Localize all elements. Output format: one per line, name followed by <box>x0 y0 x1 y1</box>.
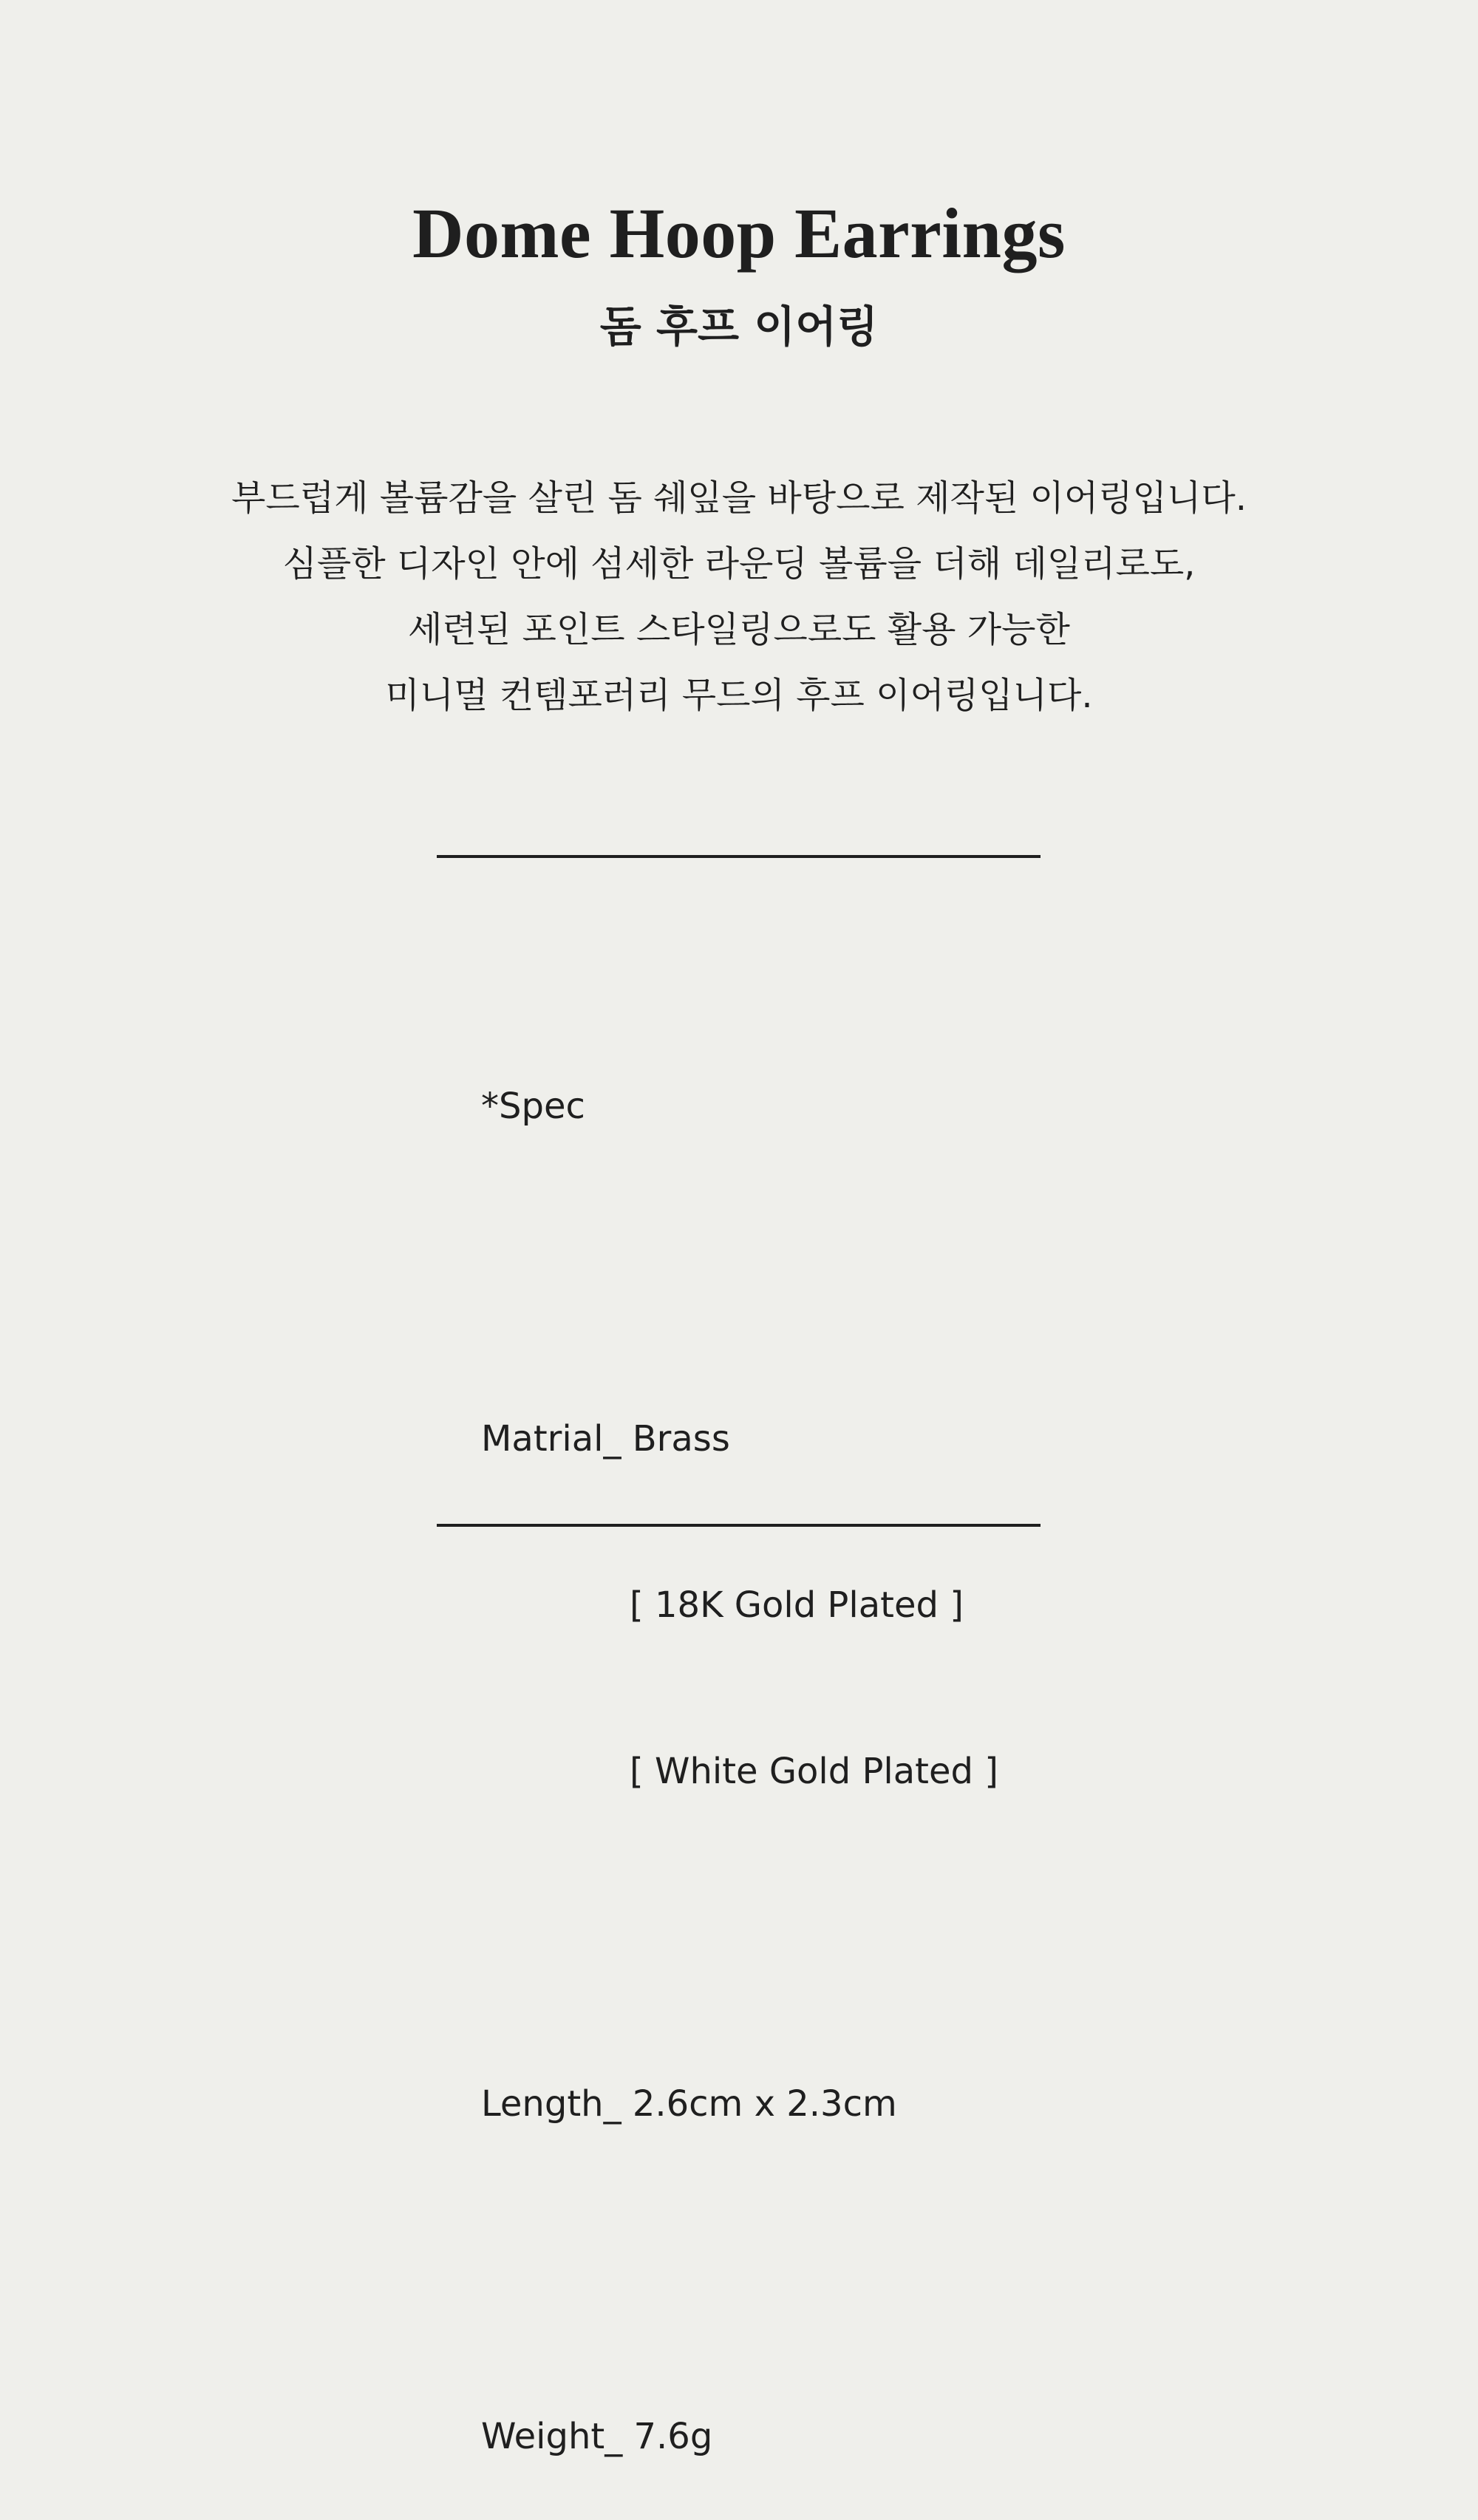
bottom-divider <box>437 1524 1041 1527</box>
spec-weight: Weight_ 7.6g <box>481 2416 713 2457</box>
product-title: Dome Hoop Earrings <box>412 194 1066 273</box>
spec-spacer <box>481 2243 998 2298</box>
spec-material-option: [ 18K Gold Plated ] <box>630 1584 964 1626</box>
spec-heading: *Spec <box>481 1086 585 1127</box>
spec-length: Length_ 2.6cm x 2.3cm <box>481 2083 897 2125</box>
spec-section <box>481 968 998 2520</box>
product-subtitle: 돔 후프 이어링 <box>599 302 879 352</box>
product-description <box>0 466 1478 729</box>
spec-spacer <box>481 1910 998 1966</box>
spec-material-option: [ White Gold Plated ] <box>630 1751 998 1792</box>
top-divider <box>437 855 1041 858</box>
description-line: 부드럽게 볼륨감을 살린 돔 쉐잎을 바탕으로 제작된 이어링입니다. <box>231 477 1247 519</box>
description-line: 세련된 포인트 스타일링으로도 활용 가능한 <box>408 609 1070 650</box>
spec-spacer <box>481 1245 998 1301</box>
spec-material: Matrial_ Brass <box>481 1418 730 1460</box>
description-line: 미니멀 컨템포러리 무드의 후프 이어링입니다. <box>385 675 1093 716</box>
description-line: 심플한 디자인 안에 섬세한 라운딩 볼륨을 더해 데일리로도, <box>282 543 1196 585</box>
